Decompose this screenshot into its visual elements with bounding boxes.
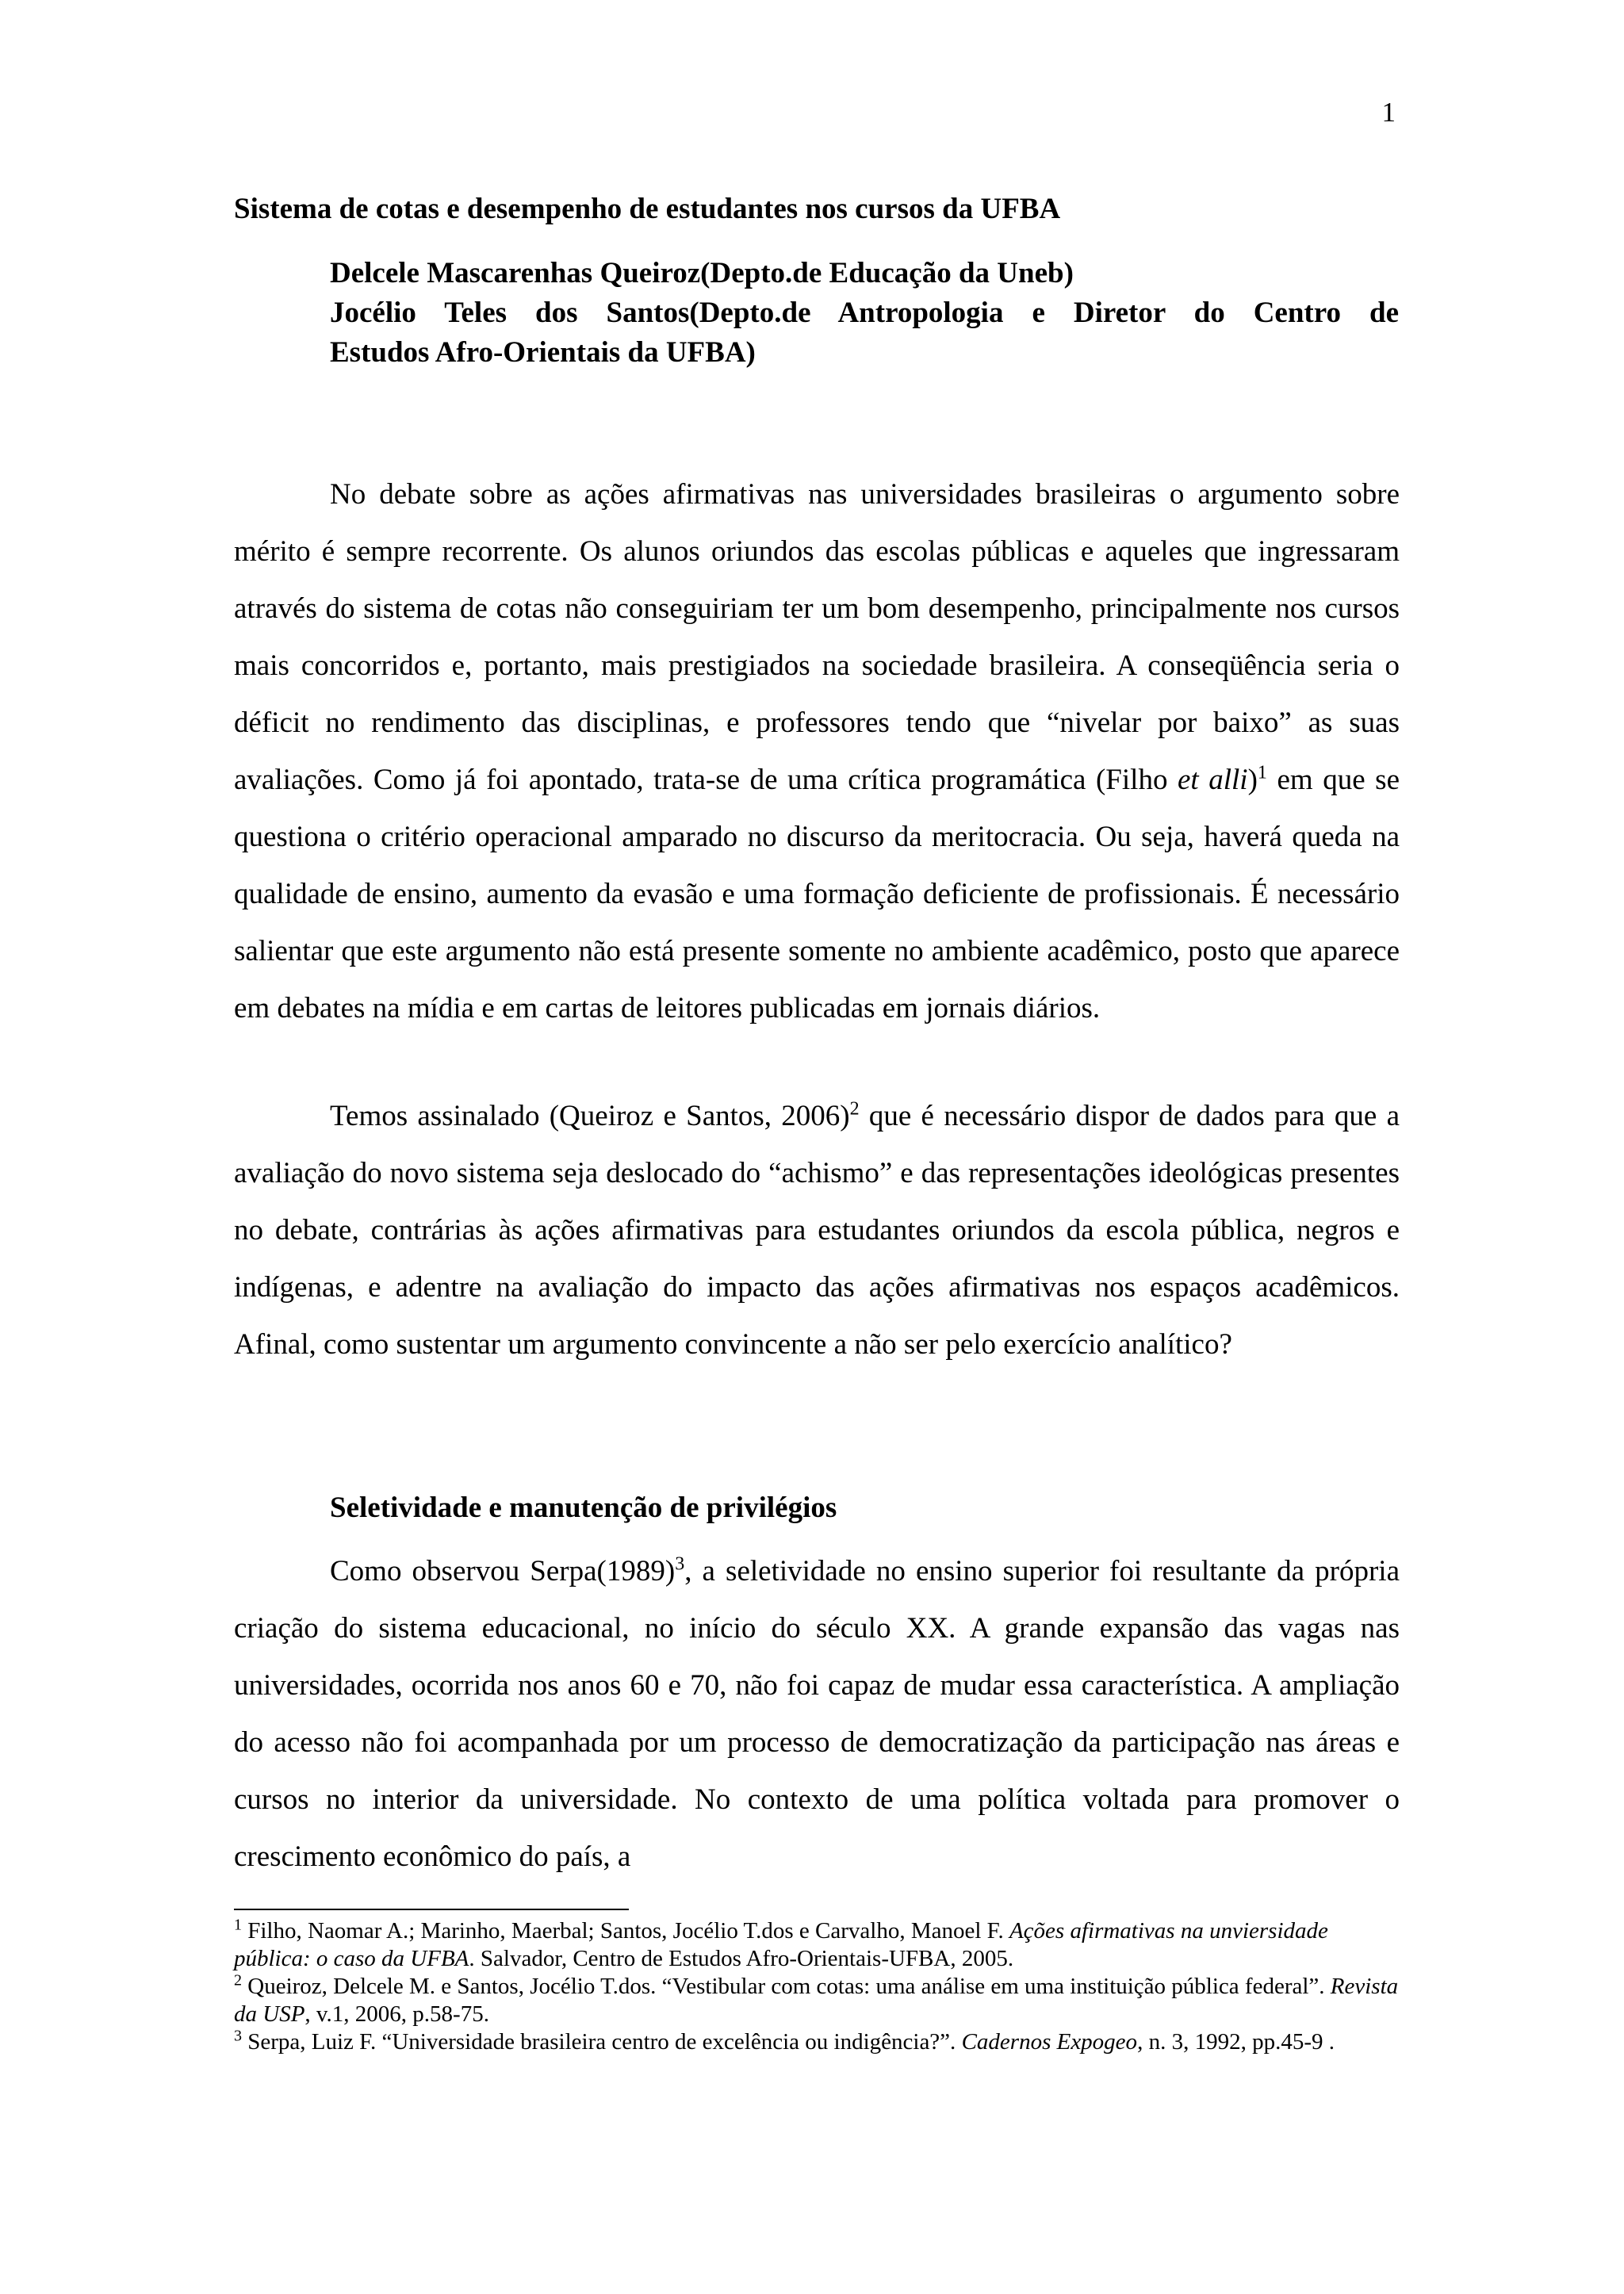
paragraph-text: que é necessário dispor de dados para que a avaliação do novo sistema seja deslocado do “achismo” e das representações ideológicas presentes no debate, contrárias às ações afirmativas para estudantes oriundos da escola pública, negros e indígenas, e adentre na avaliação do impacto das ações afirmativas nos espaços acadêmicos. Afinal, como sustentar um argumento convincente a não ser pelo exercício analítico? bbox=[234, 1100, 1400, 1361]
footnote-text: , n. 3, 1992, pp.45-9 . bbox=[1137, 2029, 1335, 2055]
section-heading: Seletividade e manutenção de privilégios bbox=[330, 1492, 837, 1524]
paragraph-text: Como observou Serpa(1989) bbox=[330, 1555, 676, 1587]
paragraph-text: em que se questiona o critério operacional amparado no discurso da meritocracia. Ou seja, haverá queda na qualidade de ensino, aumento da evasão e uma formação deficiente de profissionais. É necessário salientar que este argumento não está presente somente no ambiente acadêmico, posto que aparece em debates na mídia e em cartas de leitores publicadas em jornais diários. bbox=[234, 764, 1400, 1024]
footnote-italic: Cadernos Expogeo bbox=[961, 2029, 1138, 2055]
footnote-3 bbox=[234, 2028, 1400, 2056]
footnote-text: Serpa, Luiz F. “Universidade brasileira centro de excelência ou indigência?”. bbox=[242, 2029, 962, 2055]
footnotes bbox=[234, 1917, 1400, 2056]
page-number: 1 bbox=[1381, 97, 1396, 128]
body-paragraph-3 bbox=[234, 1543, 1400, 1886]
citation-italic: et alli bbox=[1178, 764, 1248, 796]
author-block bbox=[330, 254, 1399, 373]
paragraph-text: Temos assinalado (Queiroz e Santos, 2006) bbox=[330, 1100, 850, 1132]
document-title: Sistema de cotas e desempenho de estudantes nos cursos da UFBA bbox=[234, 193, 1061, 225]
body-paragraph-1 bbox=[234, 466, 1400, 1037]
author-line-3: Estudos Afro-Orientais da UFBA) bbox=[330, 336, 756, 369]
footnote-number: 3 bbox=[234, 2027, 242, 2045]
footnote-text: Filho, Naomar A.; Marinho, Maerbal; Santos, Jocélio T.dos e Carvalho, Manoel F. bbox=[242, 1918, 1009, 1944]
footnote-text: Queiroz, Delcele M. e Santos, Jocélio T.dos. “Vestibular com cotas: uma análise em uma instituição pública federal”. bbox=[242, 1974, 1331, 1999]
paragraph-text: ) bbox=[1247, 764, 1258, 796]
author-line-1: Delcele Mascarenhas Queiroz(Depto.de Educação da Uneb) bbox=[330, 257, 1074, 289]
footnote-italic: Revista da USP bbox=[234, 1974, 1399, 2027]
paragraph-text: , a seletividade no ensino superior foi resultante da própria criação do sistema educacional, no início do século XX. A grande expansão das vagas nas universidades, ocorrida nos anos 60 e 70, não foi capaz de mudar essa característica. A ampliação do acesso não foi acompanhada por um processo de democratização da participação nas áreas e cursos no interior da universidade. No contexto de uma política voltada para promover o crescimento econômico do país, a bbox=[234, 1555, 1400, 1873]
footnote-ref: 3 bbox=[675, 1553, 685, 1575]
footnote-2 bbox=[234, 1973, 1400, 2028]
author-line-2: Jocélio Teles dos Santos(Depto.de Antropologia e Diretor do Centro de bbox=[330, 297, 1399, 329]
footnote-number: 2 bbox=[234, 1971, 242, 1990]
footnote-ref: 1 bbox=[1257, 762, 1267, 783]
footnote-ref: 2 bbox=[849, 1098, 860, 1120]
body-paragraph-2 bbox=[234, 1088, 1400, 1373]
footnote-text: , v.1, 2006, p.58-75. bbox=[304, 2001, 489, 2027]
footnote-number: 1 bbox=[234, 1916, 242, 1934]
paragraph-text: No debate sobre as ações afirmativas nas universidades brasileiras o argumento sobre mérito é sempre recorrente. Os alunos oriundos das escolas públicas e aqueles que ingressaram através do sistema de cotas não conseguiriam ter um bom desempenho, principalmente nos cursos mais concorridos e, portanto, mais prestigiados na sociedade brasileira. A conseqüência seria o déficit no rendimento das disciplinas, e professores tendo que “nivelar por baixo” as suas avaliações. Como já foi apontado, trata-se de uma crítica programática (Filho bbox=[234, 478, 1400, 796]
footnote-1 bbox=[234, 1917, 1400, 1973]
footnote-text: . Salvador, Centro de Estudos Afro-Orientais-UFBA, 2005. bbox=[469, 1946, 1014, 1971]
footnote-separator bbox=[234, 1909, 629, 1910]
footnote-italic: Ações afirmativas na unviersidade pública: o caso da UFBA bbox=[234, 1918, 1328, 1971]
